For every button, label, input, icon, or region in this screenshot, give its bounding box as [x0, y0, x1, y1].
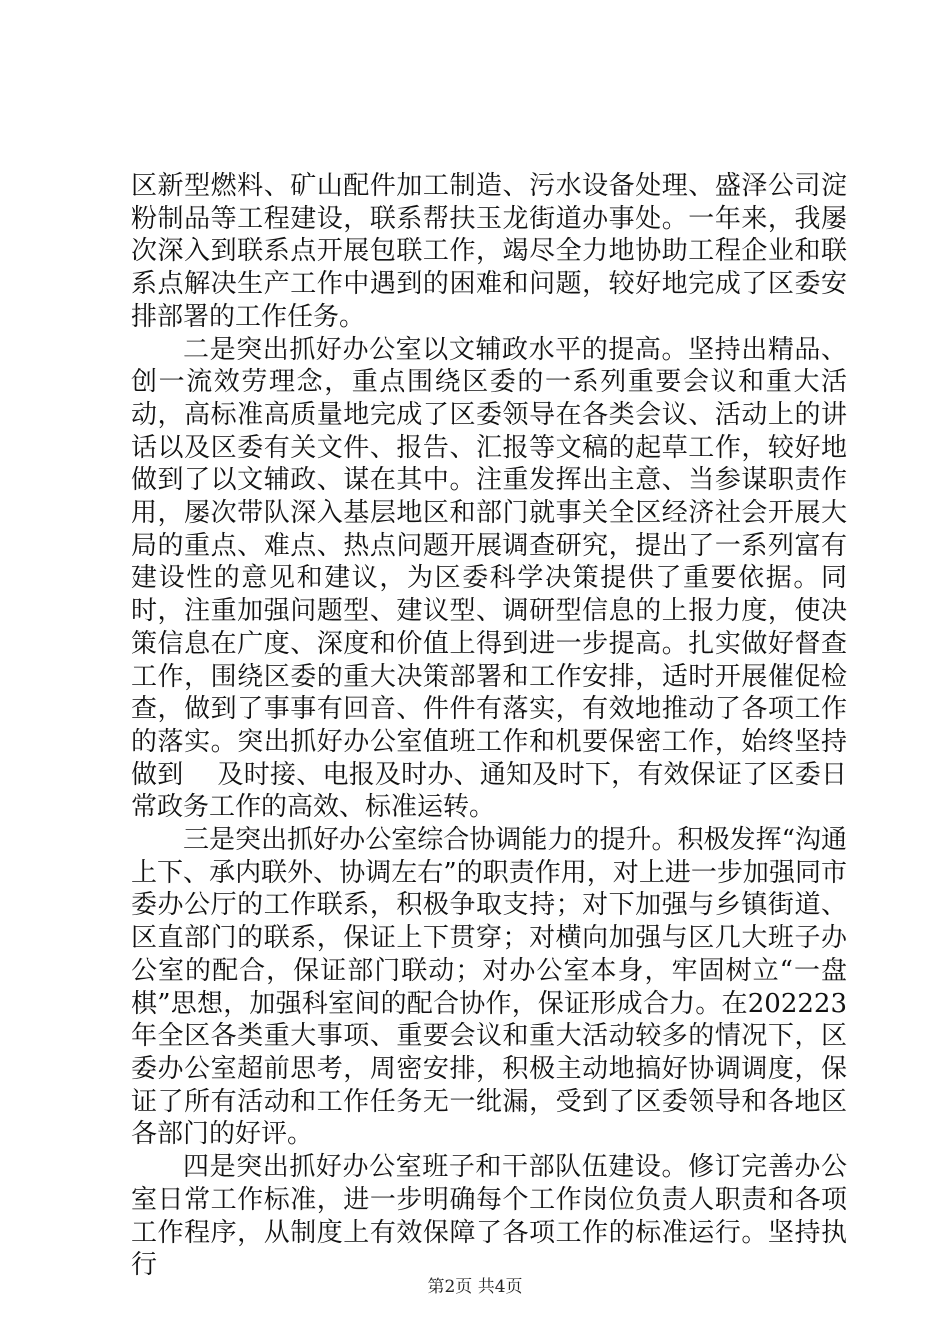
paragraph-continuation: 区新型燃料、矿山配件加工制造、污水设备处理、盛泽公司淀粉制品等工程建设，联系帮扶玉龙街道办事处。一年来，我屡次深入到联系点开展包联工作，竭尽全力地协助工程企业和联系点解决生产工作中遇到的困难和问题，较好地完成了区委安排部署的工作任务。	[131, 171, 847, 332]
page-number-footer: 第2页 共4页	[427, 1277, 523, 1297]
paragraph-point-two: 二是突出抓好办公室以文辅政水平的提高。坚持出精品、创一流效劳理念，重点围绕区委的一系列重要会议和重大活动，高标准高质量地完成了区委领导在各类会议、活动上的讲话以及区委有关文件、报告、汇报等文稿的起草工作，较好地做到了以文辅政、谋在其中。注重发挥出主意、当参谋职责作用，屡次带队深入基层地区和部门就事关全区经济社会开展大局的重点、难点、热点问题开展调查研究，提出了一系列富有建设性的意见和建议，为区委科学决策提供了重要依据。同时，注重加强问题型、建议型、调研型信息的上报力度，使决策信息在广度、深度和价值上得到进一步提高。扎实做好督查工作，围绕区委的重大决策部署和工作安排，适时开展催促检查，做到了事事有回音、件件有落实，有效地推动了各项工作的落实。突出抓好办公室值班工作和机要保密工作，始终坚持做到 及时接、电报及时办、通知及时下，有效保证了区委日常政务工作的高效、标准运转。	[131, 334, 847, 823]
paragraph-point-four: 四是突出抓好办公室班子和干部队伍建设。修订完善办公室日常工作标准，进一步明确每个工作岗位负责人职责和各项工作程序，从制度上有效保障了各项工作的标准运行。坚持执行	[131, 1152, 847, 1281]
paragraph-point-three: 三是突出抓好办公室综合协调能力的提升。积极发挥“沟通上下、承内联外、协调左右”的职责作用，对上进一步加强同市委办公厅的工作联系，积极争取支持；对下加强与乡镇街道、区直部门的联系，保证上下贯穿；对横向加强与区几大班子办公室的配合，保证部门联动；对办公室本身，牢固树立“一盘棋”思想，加强科室间的配合协作，保证形成合力。在202223年全区各类重大事项、重要会议和重大活动较多的情况下，区委办公室超前思考，周密安排，积极主动地搞好协调调度，保证了所有活动和工作任务无一纰漏，受到了区委领导和各地区各部门的好评。	[131, 825, 847, 1150]
document-body	[131, 170, 847, 1282]
